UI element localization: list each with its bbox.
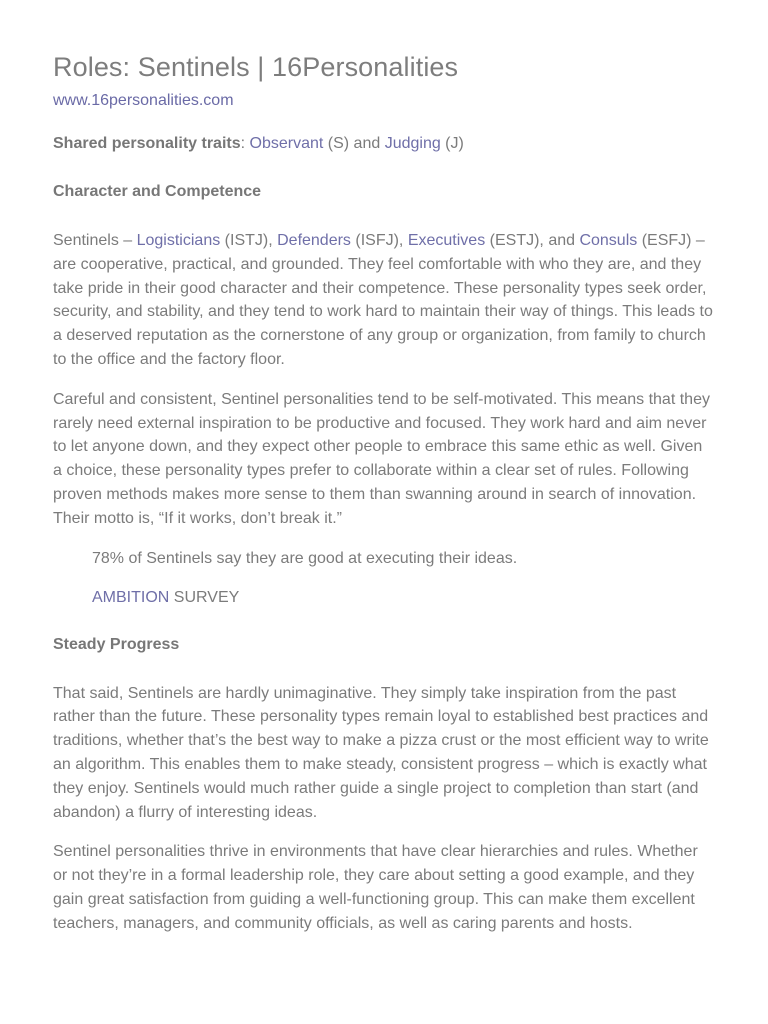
page-title: Roles: Sentinels | 16Personalities (53, 52, 459, 82)
survey-suffix: SURVEY (169, 588, 240, 606)
p1-intro: Sentinels – (53, 232, 137, 249)
judging-code: (J) (440, 135, 464, 152)
paragraph-steady-progress: That said, Sentinels are hardly unimaginative. They simply take inspiration from the past rather than the future. These personality types remain loyal to established best practices and traditions, whether that’s the best way to make a pizza crust or the most efficient way to write an algorithm. This enables them to make steady, consistent progress – which is exactly what they enjoy. Sentinels would much rather guide a single project to completion than start (and abandon) a flurry of interesting ideas. (53, 684, 709, 821)
defenders-code: (ISFJ), (350, 232, 408, 249)
section-heading-character: Character and Competence (53, 183, 262, 200)
judging-link[interactable]: Judging (384, 135, 441, 152)
logisticians-code: (ISTJ), (220, 232, 278, 249)
site-url-link[interactable]: www.16personalities.com (53, 92, 234, 109)
paragraph-sentinels-intro (53, 229, 715, 372)
consuls-link[interactable]: Consuls (579, 232, 638, 249)
section-heading-steady-progress: Steady Progress (53, 635, 180, 653)
defenders-link[interactable]: Defenders (277, 232, 351, 249)
observant-code: (S) and (323, 135, 385, 152)
traits-colon: : (240, 135, 250, 152)
p1-rest: (ESFJ) – are cooperative, practical, and grounded. They feel comfortable with who they are, and they take pride in their good character and their competence. These personality types seek order, security, and stability, and they tend to work hard to maintain their way of things. This leads to a deserved reputation as the cornerstone of any group or organization, from family to church to the office and the factory floor. (53, 232, 713, 368)
shared-traits-line (53, 133, 715, 155)
paragraph-careful-consistent: Careful and consistent, Sentinel personalities tend to be self-motivated. This means that they rarely need external inspiration to be productive and focused. They work hard and aim never to let anyone down, and they expect other people to embrace this same ethic as well. Given a choice, these personality types prefer to collaborate within a clear set of rules. Following proven methods makes more sense to them than swanning around in search of innovation. Their motto is, “If it works, don’t break it.” (53, 390, 710, 527)
ambition-survey-link[interactable]: AMBITION (92, 588, 170, 606)
traits-label: Shared personality traits (53, 135, 241, 152)
executives-link[interactable]: Executives (407, 232, 486, 249)
paragraph-hierarchies: Sentinel personalities thrive in environments that have clear hierarchies and rules. Whether or not they’re in a formal leadership role, they care about setting a good example, and they gain great satisfaction from guiding a well-functioning group. This can make them excellent teachers, managers, and community officials, as well as caring parents and hosts. (53, 843, 698, 932)
survey-quote: 78% of Sentinels say they are good at executing their ideas. (92, 549, 518, 567)
observant-link[interactable]: Observant (249, 135, 324, 152)
logisticians-link[interactable]: Logisticians (136, 232, 221, 249)
executives-code: (ESTJ), and (485, 232, 580, 249)
survey-reference (92, 587, 715, 609)
